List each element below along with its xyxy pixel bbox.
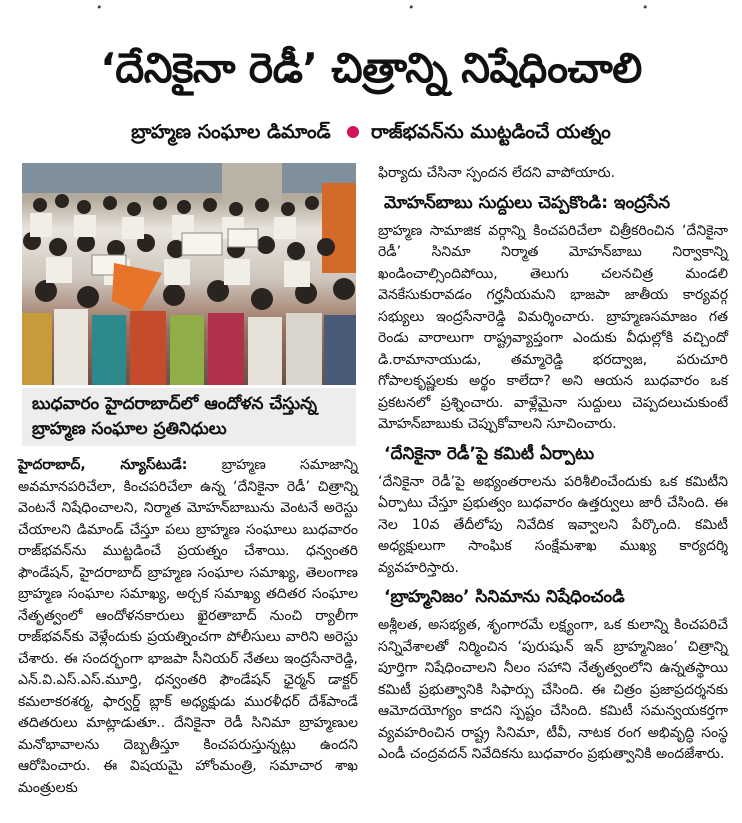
top-mark: • [642, 1, 649, 14]
bullet-dot-icon [347, 126, 359, 138]
subheadline [10, 118, 732, 146]
photo-orange-wall [322, 183, 356, 273]
right-column [378, 163, 728, 770]
left-column [18, 455, 358, 803]
dateline: హైదరాబాద్, న్యూస్‌టుడే: [18, 457, 188, 473]
section-text: బ్రాహ్మణ సామాజిక వర్గాన్ని కించపరిచేలా చిత్రీకరించిన ‘దేనికైనా రెడీ’ సినిమా నిర్మాత మోహన్‌బాబు నిర్వాకాన్ని ఖండించాల్సిందిపోయి, తెలుగు చలనచిత్ర మండలి వెనకేసుకురావడం గర్హనీయమని భాజపా జాతీయ కార్యవర్గ సభ్యులు ఇంద్రసేనారెడ్డి విమర్శించారు. బ్రాహ్మణసమాజం గత రెండు వారాలుగా రాష్ట్రవ్యాప్తంగా ఎందుకు వీధుల్లోకి వచ్చిందో డి.రామానాయుడు, తమ్మారెడ్డి భరద్వాజ, పరుచూరి గోపాలకృష్ణలకు అర్థం కాలేదా? అని ఆయన బుధవారం ఒక ప్రకటనలో ప్రశ్నించారు. వాళ్లేమైనా సుద్దులు చెప్పదలుచుకుంటే మోహన్‌బాబుకు చెప్పుకోవాలని సూచించారు. [378, 222, 728, 432]
headline: ‘దేనికైనా రెడీ’ చిత్రాన్ని నిషేధించాలి [100, 44, 642, 92]
top-mark: • [408, 1, 415, 14]
photo-caption: బుధవారం హైదరాబాద్‌లో ఆందోళన చేస్తున్న బ్రాహ్మణ సంఘాల ప్రతినిధులు [22, 388, 356, 446]
section-heading: మోహన్‌బాబు సుద్దులు చెప్పకొండి: ఇంద్రసేన [384, 192, 671, 213]
section-heading: ‘బ్రాహ్మనిజం’ సినిమాను నిషేధించండి [384, 587, 625, 607]
protest-crowd-image [22, 163, 356, 385]
top-edge-marks [0, 0, 742, 18]
photo-saffron-flag [112, 263, 162, 313]
lead-paragraph [18, 455, 358, 799]
photo-building [222, 163, 282, 203]
section-text: ‘దేనికైనా రెడీ’పై అభ్యంతరాలను పరిశీలించేందుకు ఒక కమిటీని ఏర్పాటు చేస్తూ ప్రభుత్వం బుధవారం ఉత్తర్వులు జారీ చేసింది. ఈ నెల 10వ తేదీలోపు నివేదిక ఇవ్వాలని పేర్కొంది. కమిటీ అధ్యక్షులుగా సాంఘిక సంక్షేమశాఖ ముఖ్య కార్యదర్శి వ్యవహరిస్తారు. [378, 473, 728, 576]
section-text: అశ్లీలత, అసభ్యత, శృంగారమే లక్ష్యంగా, ఒక కులాన్ని కించపరిచే సన్నివేశాలతో నిర్మించిన ‘పురుషున్ ఇన్ బ్రాహ్మనిజం’ చిత్రాన్ని పూర్తిగా నిషేధించాలని నీలం సహాని నేతృత్వంలోని ఉన్నతస్థాయి కమిటీ ప్రభుత్వానికి సిఫార్సు చేసింది. ఈ చిత్రం ప్రజాప్రదర్శనకు ఆమోదయోగ్యం కాదని స్పష్టం చేసింది. కమిటీ సమన్వయకర్తగా వ్యవహరించిన రాష్ట్ర సినిమా, టీవీ, నాటక రంగ అభివృద్ధి సంస్థ ఎండీ చంద్రవదన్ నివేదికను బుధవారం ప్రభుత్వానికి అందజేశారు. [378, 617, 728, 762]
section-heading: ‘దేనికైనా రెడీ’పై కమిటీ ఏర్పాటు [384, 443, 595, 464]
subhead-right: రాజ్‌భవన్‌ను ముట్టడించే యత్నం [370, 121, 611, 143]
lead-paragraph-text: బ్రాహ్మణ సమాజాన్ని అవమానపరిచేలా, కించపరిచేలా ఉన్న ‘దేనికైనా రెడీ’ చిత్రాన్ని వెంటనే నిషేధించాలని, నిర్మాత మోహన్‌బాబును వెంటనే అరెస్టు చేయాలని డిమాండ్ చేస్తూ పలు బ్రాహ్మణ సంఘాలు బుధవారం రాజ్‌భవన్‌ను ముట్టడించే ప్రయత్నం చేశాయి. ధన్వంతరి ఫౌండేషన్, హైదరాబాద్ బ్రాహ్మణ సంఘాల సమాఖ్య, తెలంగాణ బ్రాహ్మణ సంఘాల సమాఖ్య, అర్చక సమాఖ్య తదితర సంఘాల నేతృత్వంలో ఆందోళనకారులు ఖైరతాబాద్ నుంచి ర్యాలీగా రాజ్‌భవన్‌కు వెళ్లేందుకు ప్రయత్నించగా పోలీసులు వారిని అరెస్టు చేశారు. ఈ సందర్భంగా భాజపా సీనియర్ నేతలు ఇంద్రసేనారెడ్డి, ఎన్.వి.ఎస్.ఎస్.మూర్తి, ధన్వంతరి ఫౌండేషన్ ఛైర్మన్ డాక్టర్ కమలాకరశర్మ, ఫార్వర్డ్ బ్లాక్ అధ్యక్షుడు మురళీధర్ దేశ్‌పాండే తదితరులు మాట్లాడుతూ.. దేనికైనా రెడీ సినిమా బ్రాహ్మణుల మనోభావాలను దెబ్బతీస్తూ కించపరుస్తున్నట్లు ఉందని ఆరోపించారు. ఈ విషయమై హోంమంత్రి, సమాచార శాఖ మంత్రులకు [18, 457, 358, 796]
top-mark: • [96, 1, 103, 14]
subhead-left: బ్రాహ్మణ సంఘాల డిమాండ్ [131, 121, 331, 143]
photo-sky [22, 163, 356, 193]
continuation-text: ఫిర్యాదు చేసినా స్పందన లేదని వాపోయారు. [378, 165, 616, 181]
photo-front-row [22, 309, 356, 385]
protest-photo [22, 163, 356, 385]
